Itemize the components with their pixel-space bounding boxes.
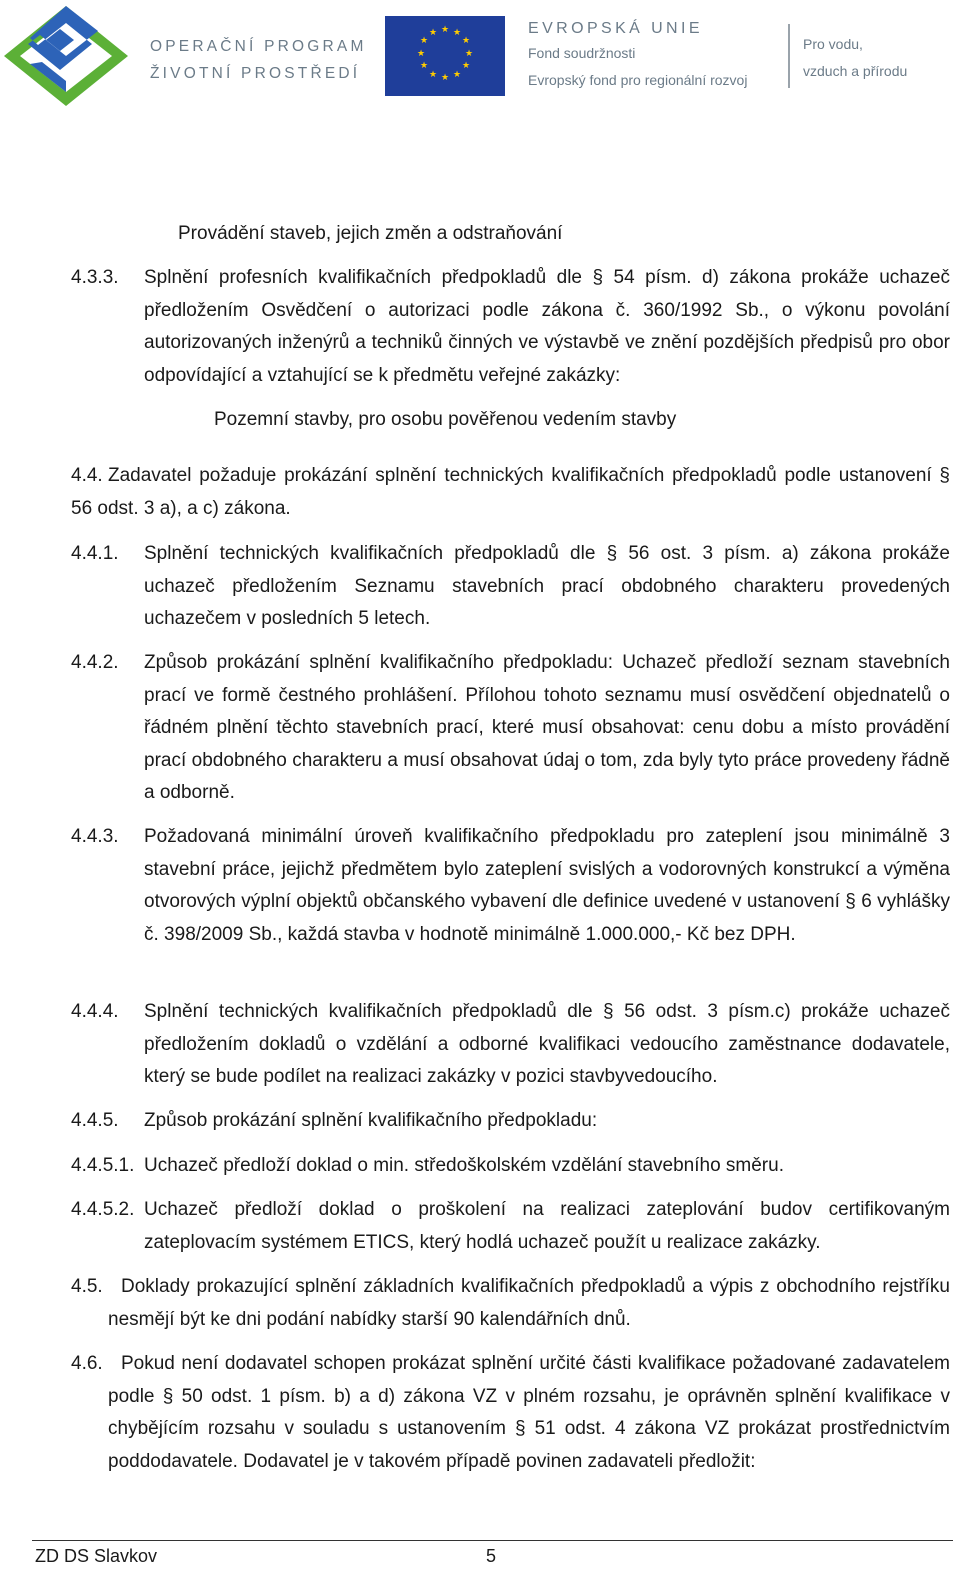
section-text-4-4-1: Splnění technických kvalifikačních předpokladů dle § 56 ost. 3 písm. a) zákona prokáže uchazeč předložením Seznamu stavebních prací obdobného charakteru provedených uchazečem v posledních 5 letech. bbox=[144, 543, 950, 630]
section-4-4 bbox=[71, 460, 950, 525]
section-num-4-5: 4.5. bbox=[71, 1276, 103, 1297]
page-header bbox=[0, 0, 960, 110]
eu-title: EVROPSKÁ UNIE bbox=[528, 20, 703, 37]
section-num-4-3-3: 4.3.3. bbox=[71, 267, 119, 288]
svg-text:★: ★ bbox=[461, 36, 471, 46]
section-num-4-4-3: 4.4.3. bbox=[71, 826, 119, 847]
svg-text:★: ★ bbox=[461, 61, 471, 71]
footer-page-number: 5 bbox=[486, 1546, 497, 1566]
section-text-4-4-5-2: Uchazeč předloží doklad o proškolení na realizaci zateplování budov certifikovaným zateplovacím systémem ETICS, který hodlá uchazeč použít u realizace zakázky. bbox=[144, 1199, 950, 1253]
slogan bbox=[803, 31, 907, 85]
eu-fund-cohesion: Fond soudržnosti bbox=[528, 45, 636, 61]
section-text-4-4-4: Splnění technických kvalifikačních předpokladů dle § 56 odst. 3 písm.c) prokáže uchazeč předložením dokladů o vzdělání a odborné kvalifikaci vedoucího zaměstnance dodavatele, který se bude podílet na realizaci zakázky v pozici stavbyvedoucího. bbox=[144, 1001, 950, 1088]
slogan-line1: Pro vodu, bbox=[803, 36, 863, 52]
section-num-4-4-2: 4.4.2. bbox=[71, 652, 119, 673]
section-text-4-4-5: Způsob prokázání splnění kvalifikačního předpokladu: bbox=[144, 1110, 598, 1131]
section-text-4-5: Doklady prokazující splnění základních kvalifikačních předpokladů a výpis z obchodního rejstříku nesmějí být ke dni podání nabídky starší 90 kalendářních dnů. bbox=[108, 1276, 950, 1330]
svg-text:★: ★ bbox=[464, 49, 474, 59]
footer-rule bbox=[32, 1540, 953, 1541]
section-4-3-3-subline: Pozemní stavby, pro osobu pověřenou vedením stavby bbox=[214, 409, 677, 430]
section-num-4-6: 4.6. bbox=[71, 1353, 103, 1374]
intro-line: Provádění staveb, jejich změn a odstraňování bbox=[178, 223, 563, 244]
svg-text:★: ★ bbox=[428, 28, 438, 38]
section-text-4-4-5-1: Uchazeč předloží doklad o min. středoškolském vzdělání stavebního směru. bbox=[144, 1155, 784, 1176]
svg-text:★: ★ bbox=[452, 28, 462, 38]
opzp-logo-icon bbox=[2, 4, 130, 106]
section-num-4-4-5-2: 4.4.5.2. bbox=[71, 1199, 135, 1220]
eu-text-block bbox=[528, 18, 747, 94]
svg-text:★: ★ bbox=[440, 73, 450, 83]
section-num-4-4-5: 4.4.5. bbox=[71, 1110, 119, 1131]
eu-fund-regional: Evropský fond pro regionální rozvoj bbox=[528, 72, 748, 88]
svg-text:★: ★ bbox=[416, 49, 426, 59]
section-text-4-6: Pokud není dodavatel schopen prokázat splnění určité části kvalifikace požadované zadavatelem podle § 50 odst. 1 písm. b) a d) zákona VZ v plném rozsahu, je oprávněn splnění kvalifikace v chybějícím rozsahu v souladu s ustanovením § 51 odst. 4 zákona VZ prokázat prostřednictvím poddodavatele. Dodavatel je v takovém případě povinen zadavateli předložit: bbox=[108, 1353, 950, 1472]
svg-text:★: ★ bbox=[419, 61, 429, 71]
opzp-line1: OPERAČNÍ PROGRAM bbox=[150, 38, 367, 55]
footer-doc-name: ZD DS Slavkov bbox=[35, 1546, 158, 1566]
section-num-4-4-1: 4.4.1. bbox=[71, 543, 119, 564]
slogan-line2: vzduch a přírodu bbox=[803, 63, 908, 79]
svg-text:★: ★ bbox=[419, 36, 429, 46]
section-text-4-4-2: Způsob prokázání splnění kvalifikačního předpokladu: Uchazeč předloží seznam stavebních prací ve formě čestného prohlášení. Přílohou tohoto seznamu musí osvědčení objednatelů o řádném plnění těchto stavebních prací, které musí obsahovat: cenu dobu a místo provádění prací obdobného charakteru a musí obsahovat údaj o tom, zda byly tyto práce provedeny řádně a odborně. bbox=[144, 652, 950, 804]
section-num-4-4-4: 4.4.4. bbox=[71, 1001, 119, 1022]
opzp-wordmark bbox=[150, 33, 367, 87]
header-divider bbox=[788, 24, 790, 88]
section-text-4-4: Zadavatel požaduje prokázání splnění technických kvalifikačních předpokladů podle ustanovení § 56 odst. 3 a), a c) zákona. bbox=[71, 465, 950, 519]
opzp-line2: ŽIVOTNÍ PROSTŘEDÍ bbox=[150, 65, 361, 82]
svg-text:★: ★ bbox=[428, 70, 438, 80]
section-text-4-3-3: Splnění profesních kvalifikačních předpokladů dle § 54 písm. d) zákona prokáže uchazeč předložením Osvědčení o autorizaci podle zákona č. 360/1992 Sb., o výkonu povolání autorizovaných inženýrů a techniků činných ve výstavbě ve znění pozdějších předpisů pro obor odpovídající a vztahující se k předmětu veřejné zakázky: bbox=[144, 267, 950, 386]
section-num-4-4: 4.4. bbox=[71, 465, 103, 486]
section-num-4-4-5-1: 4.4.5.1. bbox=[71, 1155, 135, 1176]
svg-text:★: ★ bbox=[452, 70, 462, 80]
eu-flag-icon bbox=[385, 16, 505, 96]
section-text-4-4-3: Požadovaná minimální úroveň kvalifikačního předpokladu pro zateplení jsou minimálně 3 stavební práce, jejichž předmětem bylo zateplení svislých a vodorovných konstrukcí a výměna otvorových výplní objektů občanského vybavení dle definice uvedené v ustanovení § 6 vyhlášky č. 398/2009 Sb., každá stavba v hodnotě minimálně 1.000.000,- Kč bez DPH. bbox=[144, 826, 950, 945]
svg-text:★: ★ bbox=[440, 25, 450, 35]
